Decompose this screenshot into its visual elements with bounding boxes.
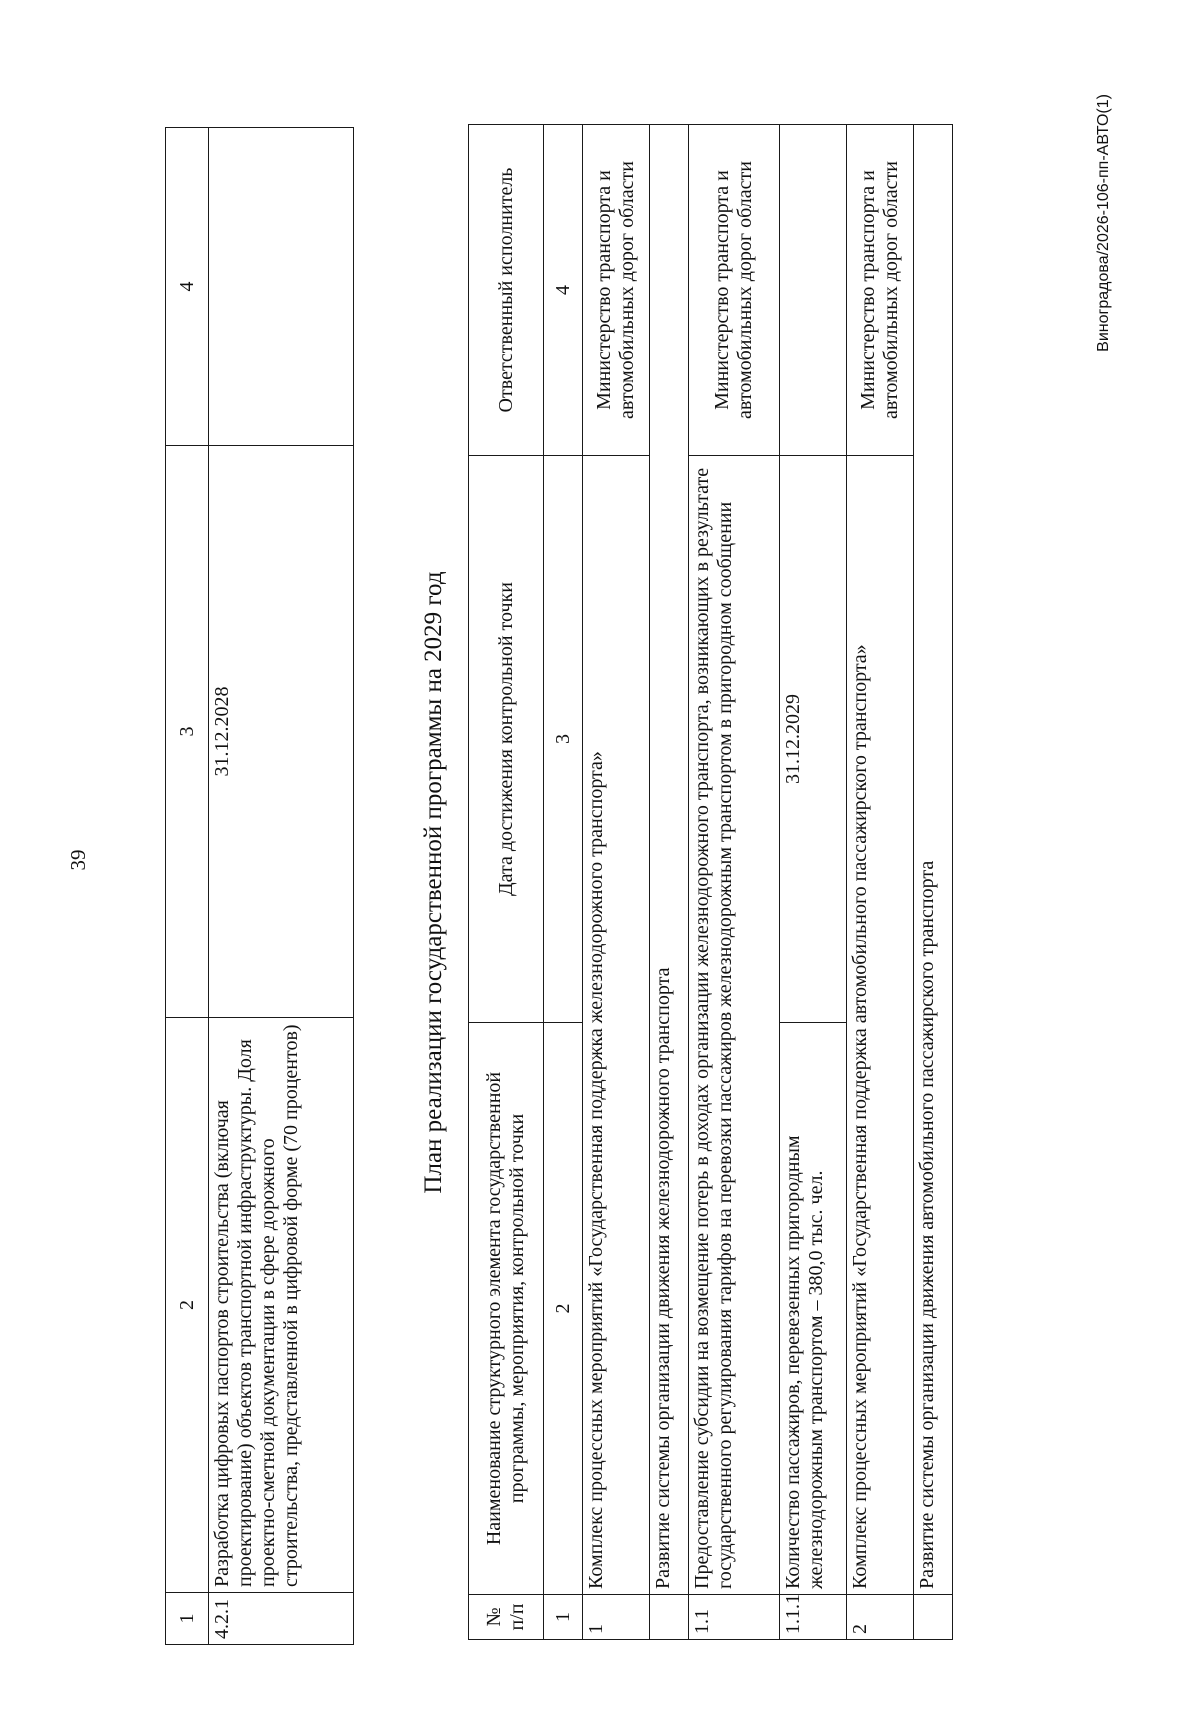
- header-date: Дата достижения контрольной точки: [469, 456, 544, 1023]
- column-number: 2: [544, 1023, 583, 1595]
- task-row: Развитие системы организации движения автомобильного пассажирского транспорта: [914, 125, 953, 1595]
- row-date: 31.12.2029: [780, 456, 847, 1023]
- header-cell: 4: [166, 128, 209, 446]
- row-executor: Министерство транспорта и автомобильных дорог области: [847, 125, 914, 456]
- row-name: Предоставление субсидии на возмещение потерь в доходах организации железнодорожного транспорта, возникающих в результате государственного регулирования тарифов на перевозки пассажиров железнодорожным транспортом в пригородном сообщении: [689, 456, 780, 1595]
- row-number: [650, 1595, 689, 1640]
- column-number: 4: [544, 125, 583, 456]
- column-number-row: [544, 125, 583, 1640]
- table-row: [209, 128, 354, 1645]
- header-name: Наименование структурного элемента государственной программы, мероприятия, контрольной точки: [469, 1023, 544, 1595]
- table-header-row: [166, 128, 209, 1645]
- row-executor: Министерство транспорта и автомобильных дорог области: [689, 125, 780, 456]
- row-number: 2: [847, 1595, 914, 1640]
- row-executor: [209, 128, 354, 446]
- table-row: [780, 125, 847, 1640]
- table-row: [847, 125, 914, 1640]
- column-number: 1: [544, 1595, 583, 1640]
- plan-title: План реализации государственной программы на 2029 год: [420, 571, 447, 1194]
- column-number: 3: [544, 456, 583, 1023]
- header-cell: 2: [166, 1018, 209, 1593]
- table-header-row: [469, 125, 544, 1640]
- page-number: 39: [66, 849, 90, 871]
- task-row: Развитие системы организации движения железнодорожного транспорта: [650, 125, 689, 1595]
- header-num: № п/п: [469, 1595, 544, 1640]
- table-row: [583, 125, 650, 1640]
- row-name: Комплекс процессных мероприятий «Государственная поддержка автомобильного пассажирского транспорта»: [847, 456, 914, 1595]
- row-name: Количество пассажиров, перевезенных пригородным железнодорожным транспортом – 380,0 тыс. чел.: [780, 1023, 847, 1595]
- continuation-table: [165, 127, 354, 1645]
- plan-table: [468, 124, 953, 1640]
- row-number: 4.2.1: [209, 1593, 354, 1645]
- table-row: [650, 125, 689, 1640]
- row-number: 1.1: [689, 1595, 780, 1640]
- row-number: 1: [583, 1595, 650, 1640]
- row-number: 1.1.1: [780, 1595, 847, 1640]
- table-row: [914, 125, 953, 1640]
- row-number: [914, 1595, 953, 1640]
- footer-document-code: Виноградова/2026-106-пп-АВТО(1): [1095, 94, 1112, 352]
- header-executor: Ответственный исполнитель: [469, 125, 544, 456]
- header-cell: 1: [166, 1593, 209, 1645]
- row-executor: Министерство транспорта и автомобильных дорог области: [583, 125, 650, 456]
- row-date: 31.12.2028: [209, 446, 354, 1018]
- row-name: Разработка цифровых паспортов строительства (включая проектирование) объектов транспортной инфраструктуры. Доля проектно-сметной документации в сфере дорожного строительства, представленной в цифровой форме (70 процентов): [209, 1018, 354, 1593]
- row-name: Комплекс процессных мероприятий «Государственная поддержка железнодорожного транспорта»: [583, 456, 650, 1595]
- header-cell: 3: [166, 446, 209, 1018]
- table-row: [689, 125, 780, 1640]
- row-executor: [780, 125, 847, 456]
